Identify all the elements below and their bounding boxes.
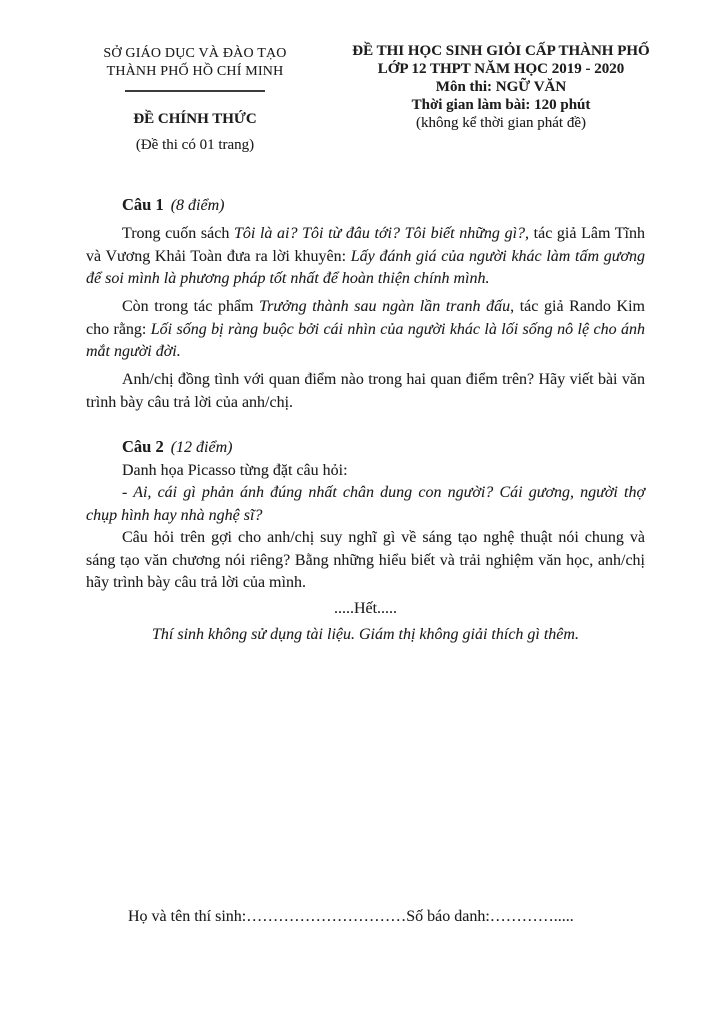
question-2-label: Câu 2 (122, 437, 164, 456)
header-divider-rule (125, 90, 265, 92)
exam-subject-line: Môn thi: NGỮ VĂN (435, 79, 567, 95)
exam-duration-line: Thời gian làm bài: 120 phút (411, 97, 591, 113)
end-marker: .....Hết..... (333, 599, 398, 617)
candidate-info-line: Họ và tên thí sinh:…………………………Số báo danh:…………..... (128, 908, 574, 925)
exam-title-block (338, 42, 664, 132)
question-1-label: Câu 1 (122, 195, 164, 214)
exam-duration-note: (không kể thời gian phát đề) (416, 115, 586, 131)
official-exam-label: ĐỀ CHÍNH THỨC (133, 111, 257, 127)
question-2-paragraph-3: Câu hỏi trên gợi cho anh/chị suy nghĩ gì về sáng tạo nghệ thuật nói chung và sáng tạo văn chương nói riêng? Bằng những hiểu biết và trải nghiệm văn học, anh/chị hãy trình bày câu trả lời của mình. (86, 529, 645, 591)
question-2-points: (12 điểm) (170, 439, 233, 456)
question-2-heading (122, 436, 645, 460)
authority-name-line1: SỞ GIÁO DỤC VÀ ĐÀO TẠO (103, 46, 287, 61)
question-1-paragraph-1: Trong cuốn sách Tôi là ai? Tôi từ đâu tới? Tôi biết những gì?, tác giả Lâm Tĩnh và Vương Khải Toàn đưa ra lời khuyên: Lấy đánh giá của người khác làm tấm gương để soi mình là phương pháp tốt nhất để hoàn thiện chính mình. (86, 225, 645, 287)
question-1-heading (122, 194, 645, 218)
no-materials-note: Thí sinh không sử dụng tài liệu. Giám thị không giải thích gì thêm. (152, 626, 579, 643)
authority-name-line2: THÀNH PHỐ HỒ CHÍ MINH (106, 64, 284, 79)
exam-body (86, 194, 645, 647)
question-1-paragraph-3: Anh/chị đồng tình với quan điểm nào trong hai quan điểm trên? Hãy viết bài văn trình bày câu trả lời của anh/chị. (86, 371, 645, 411)
page-count-note: (Đề thi có 01 trang) (135, 137, 255, 153)
question-2-paragraph-1: Danh họa Picasso từng đặt câu hỏi: (122, 461, 348, 479)
exam-title-line2: LỚP 12 THPT NĂM HỌC 2019 - 2020 (377, 61, 625, 77)
question-1-paragraph-2: Còn trong tác phẩm Trưởng thành sau ngàn lần tranh đấu, tác giả Rando Kim cho rằng: Lối sống bị ràng buộc bởi cái nhìn của người khác là lối sống nô lệ cho ánh mắt người đời. (86, 298, 645, 360)
question-2-paragraph-2: - Ai, cái gì phản ánh đúng nhất chân dung con người? Cái gương, người thợ chụp hình hay nhà nghệ sĩ? (86, 484, 645, 524)
exam-title-line1: ĐỀ THI HỌC SINH GIỎI CẤP THÀNH PHỐ (352, 43, 650, 59)
question-1-points: (8 điểm) (170, 197, 225, 214)
issuing-authority-block (92, 45, 298, 154)
